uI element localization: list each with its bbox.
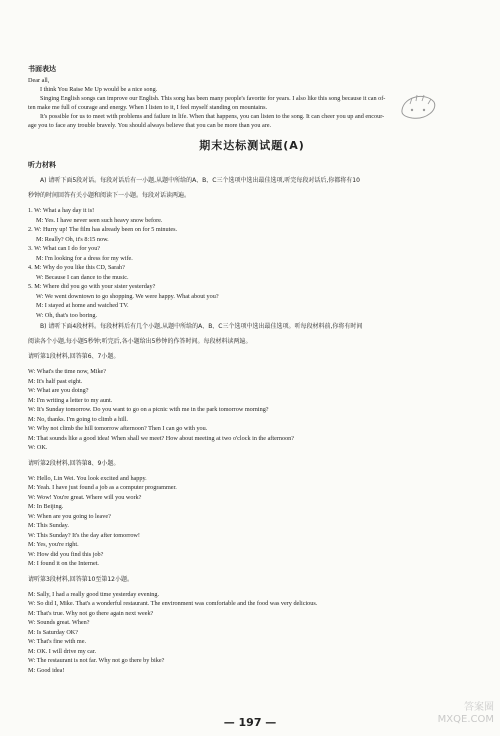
dialogue-line: M: I stayed at home and watched TV.	[36, 302, 129, 309]
dialogue-line: M: That sounds like a good idea! When shall we meet? How about meeting at two o'clock in the afternoon?	[28, 434, 295, 442]
dialogue-line: M: Yeah. I have just found a job as a computer programmer.	[28, 484, 177, 491]
material-3	[28, 590, 476, 676]
dialogue-line: M: No, thanks. I'm going to climb a hill.	[28, 415, 128, 423]
dialogue-line: W: Wow! You're great. Where will you work?	[28, 493, 142, 501]
dialogue-line: M: It's half past eight.	[28, 377, 83, 385]
dialogue-line: M: Is Saturday OK?	[28, 628, 79, 636]
salutation: Dear all,	[28, 77, 50, 84]
writing-heading: 书面表达	[28, 65, 56, 73]
dialogue-line: W: What are you doing?	[28, 387, 89, 394]
dialogue-line: 3. W: What can I do for you?	[28, 245, 101, 252]
dialogue-line: W: When are you going to leave?	[28, 512, 111, 520]
dialogue-line: M: In Beijing.	[28, 503, 64, 510]
dialogue-line: W: It's Sunday tomorrow. Do you want to go on a picnic with me in the park tomorrow morning?	[28, 406, 269, 413]
watermark: 答案圈 MXQE.COM	[437, 702, 494, 725]
material-2	[28, 474, 476, 569]
dialogue-line: W: Why not climb the hill tomorrow afternoon? Then I can go with you.	[28, 425, 208, 432]
part-b-instruction: 阅读各个小题,每小题5秒钟;听完后,各小题给出5秒钟的作答时间。每段材料读两遍。	[28, 338, 252, 345]
dialogue-line: W: Because I can dance to the music.	[36, 273, 129, 281]
material-1-heading: 请听第1段材料,回答第6、7小题。	[28, 353, 120, 360]
dialogue-line: W: Oh, that's too boring.	[36, 311, 98, 319]
writing-line: age you to face any trouble bravely. You should always believe that you can be more than you are.	[28, 122, 272, 129]
dialogue-line: W: We went downtown to go shopping. We were happy. What about you?	[36, 292, 219, 300]
dialogue-line: M: I found it on the Internet.	[28, 560, 99, 567]
part-a-instruction: A) 请听下面5段对话。每段对话后有一小题,从题中所给的A、B、C三个选项中选出最佳选项,听完每段对话后,你都将有10	[40, 177, 360, 184]
exam-title: 期末达标测试题(A)	[199, 139, 305, 152]
dialogue-line: W: What's the time now, Mike?	[28, 368, 107, 375]
dialogue-line: W: So did I, Mike. That's a wonderful restaurant. The environment was comfortable and the food was very delicious.	[28, 600, 318, 607]
page-number: — 197 —	[223, 716, 277, 729]
material-2-heading: 请听第2段材料,回答第8、9小题。	[28, 459, 120, 467]
material-1	[28, 367, 476, 453]
dialogue-line: 5. M: Where did you go with your sister yesterday?	[28, 283, 156, 290]
dialogue-line: M: OK. I will drive my car.	[28, 647, 97, 655]
dialogue-line: W: Sounds great. When?	[28, 619, 90, 626]
dialogue-line: W: Hello, Lin Wei. You look excited and happy.	[28, 474, 147, 482]
dialogue-line: 1. W: What a hay day it is!	[28, 207, 95, 214]
part-b-instruction: B) 请听下面4段材料。每段材料后有几个小题,从题中所给的A、B、C三个选项中选出最佳选项。听每段材料前,你将有时间	[40, 323, 363, 330]
material-3-heading: 请听第3段材料,回答第10至第12小题。	[28, 575, 133, 583]
dialogue-line: M: Good idea!	[28, 666, 65, 674]
dialogue-line: W: The restaurant is not far. Why not go there by bike?	[28, 657, 165, 664]
part-a-instruction: 秒钟的时间回答有关小题和阅读下一小题。每段对话读两遍。	[28, 192, 191, 199]
dialogue-line: 4. M: Why do you like this CD, Sarah?	[28, 264, 125, 271]
dialogue-line: M: Yes. I have never seen such heavy snow before.	[36, 216, 163, 224]
writing-line: ten make me full of courage and energy. When I listen to it, I feel myself standing on mountains.	[28, 104, 268, 111]
dialogue-line: M: This Sunday.	[28, 522, 69, 529]
dialogue-line: M: I'm writing a letter to my aunt.	[28, 396, 113, 404]
dialogue-line: M: Really? Oh, it's 8:15 now.	[36, 235, 109, 243]
dialogue-line: M: That's true. Why not go there again next week?	[28, 609, 154, 617]
writing-line: I think You Raise Me Up would be a nice song.	[40, 86, 158, 93]
writing-line: It's possible for us to meet with problems and failure in life. When that happens, you can listen to the song. It can cheer you up and encour-	[40, 113, 385, 120]
dialogue-line: W: That's fine with me.	[28, 638, 86, 645]
writing-line: Singing English songs can improve our English. This song has been many people's favorite for years. I also like this song because it can of-	[40, 95, 386, 102]
dialogue-line: W: How did you find this job?	[28, 550, 104, 558]
listening-heading: 听力材料	[28, 161, 56, 169]
dialogues-part-a	[28, 206, 476, 320]
dialogue-line: W: This Sunday? It's the day after tomorrow!	[28, 531, 140, 539]
dialogue-line: M: I'm looking for a dress for my wife.	[36, 254, 133, 262]
page-content	[28, 64, 476, 675]
dialogue-line: M: Sally, I had a really good time yesterday evening.	[28, 590, 160, 598]
dialogue-line: W: OK.	[28, 444, 48, 451]
dialogue-line: 2. W: Hurry up! The film has already been on for 5 minutes.	[28, 226, 178, 233]
dialogue-line: M: Yes, you're right.	[28, 541, 79, 548]
